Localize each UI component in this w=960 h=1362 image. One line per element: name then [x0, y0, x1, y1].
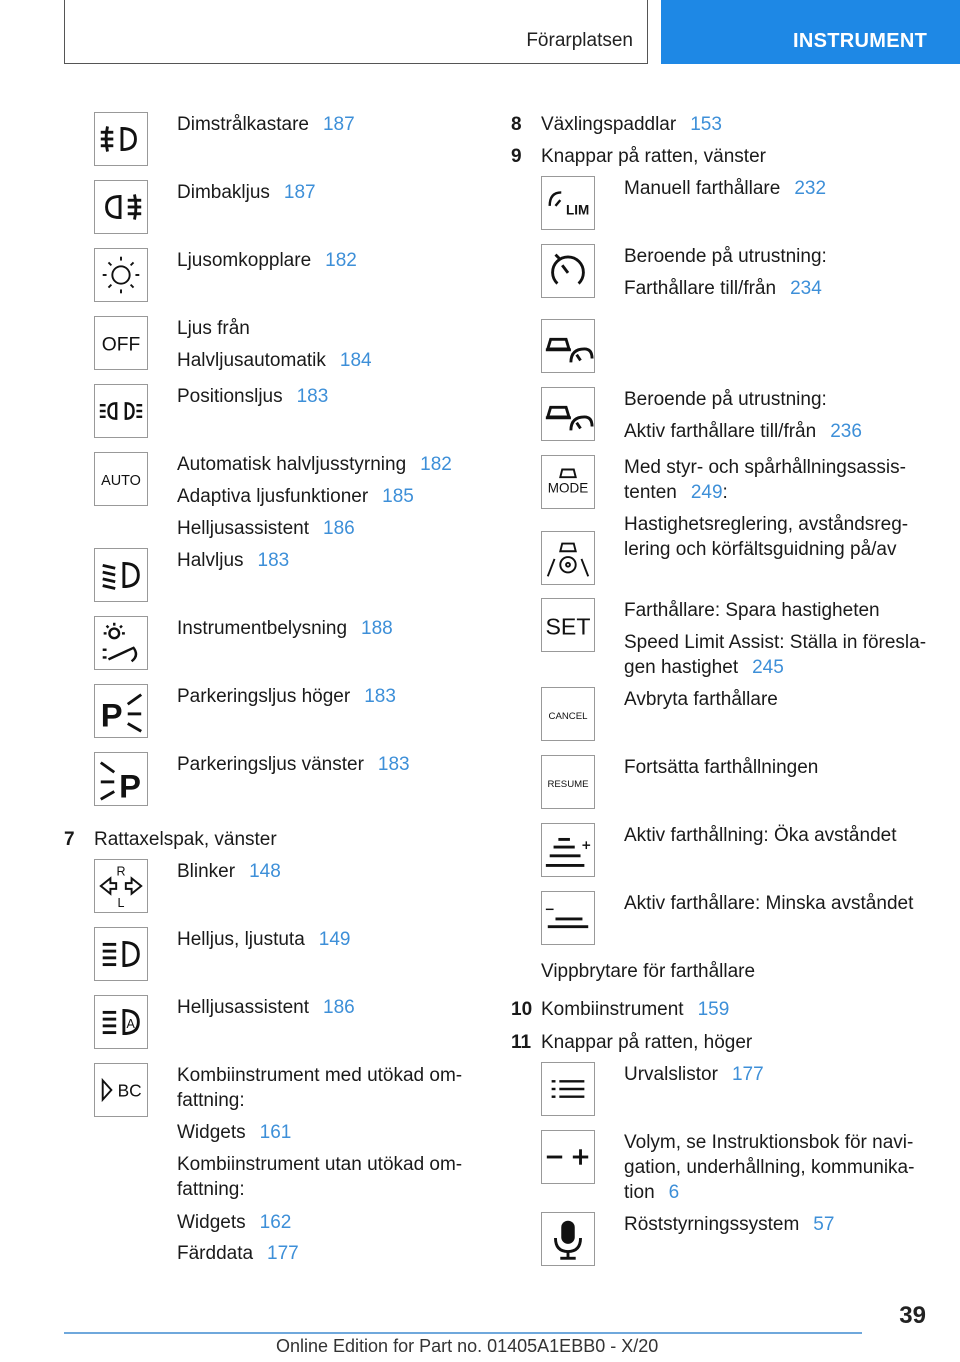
item-label: Helljusassistent: [177, 997, 309, 1018]
page-link[interactable]: 159: [697, 999, 730, 1020]
item-label: Aktiv farthållare: Minska avståndet: [624, 893, 914, 914]
page-link[interactable]: 183: [364, 686, 396, 707]
page-link[interactable]: 186: [323, 518, 355, 539]
auto-icon: [94, 452, 148, 506]
cruise-control-icon: [541, 244, 595, 298]
item-label: Ljus från: [177, 318, 250, 339]
cancel-icon: [541, 687, 595, 741]
item-label: Positionsljus: [177, 386, 283, 407]
section-title: Rattaxelspak, vänster: [94, 829, 277, 850]
header-section-box: [64, 0, 648, 64]
page-link[interactable]: 149: [318, 929, 351, 950]
icon-text: BC: [117, 1080, 142, 1101]
section-number: 7: [64, 829, 75, 850]
icon-text: R: [116, 864, 126, 879]
section-number: 8: [511, 114, 522, 135]
item-label: Halvljusautomatik: [177, 350, 326, 371]
off-icon: [94, 316, 148, 370]
section-title: Knappar på ratten, vänster: [541, 146, 766, 167]
item-label: Avbryta farthållare: [624, 689, 778, 710]
page-link[interactable]: 6: [668, 1182, 680, 1203]
icon-text: LIM: [566, 202, 590, 218]
item-label: gation, underhållning, kommunika-: [624, 1157, 915, 1178]
bc-icon: [94, 1063, 148, 1117]
page-link[interactable]: 182: [325, 250, 357, 271]
page-link[interactable]: 185: [382, 486, 414, 507]
icon-text: SET: [545, 613, 591, 640]
mode-icon: [541, 455, 595, 509]
distance-increase-icon: [541, 823, 595, 877]
item-label: Helljus, ljustuta: [177, 929, 305, 950]
item-label: Manuell farthållare: [624, 178, 781, 199]
item-label: Röststyrningssystem: [624, 1214, 800, 1235]
high-beam-icon: [94, 927, 148, 981]
item-label: Med styr- och spårhållningsassis-: [624, 457, 906, 478]
section-number: 10: [511, 999, 533, 1020]
page-link[interactable]: 161: [259, 1122, 292, 1143]
item-label: Parkeringsljus höger: [177, 686, 351, 707]
item-label: Dimbakljus: [177, 182, 270, 203]
section-number: 11: [511, 1032, 532, 1053]
item-label: Automatisk halvljusstyrning: [177, 454, 407, 475]
icon-text: RESUME: [547, 778, 589, 790]
page-link[interactable]: 183: [296, 386, 329, 407]
rocker-label: Vippbrytare för farthållare: [541, 961, 756, 982]
steering-assist-icon: [541, 531, 595, 585]
page-link[interactable]: 148: [249, 861, 281, 882]
page-link[interactable]: 186: [323, 997, 355, 1018]
page-link[interactable]: 232: [794, 178, 827, 199]
item-label: Ljusomkopplare: [177, 250, 312, 271]
header-chapter-tab[interactable]: [661, 0, 960, 64]
page-link[interactable]: 187: [322, 114, 355, 135]
parking-light-left-icon: [94, 752, 148, 806]
lim-icon: [541, 176, 595, 230]
page-link[interactable]: 245: [752, 657, 784, 678]
page-link[interactable]: 183: [377, 754, 410, 775]
item-label: Beroende på utrustning:: [624, 389, 827, 410]
light-switch-icon: [94, 248, 148, 302]
page-link[interactable]: 177: [267, 1243, 299, 1264]
item-label: Kombiinstrument med utökad om-: [177, 1065, 463, 1086]
item-label: tenten: [624, 482, 677, 503]
voice-control-icon: [541, 1212, 595, 1266]
item-label: Halvljus: [177, 550, 244, 571]
item-label: Parkeringsljus vänster: [177, 754, 364, 775]
page-link[interactable]: 184: [339, 350, 372, 371]
page-link[interactable]: 236: [830, 421, 862, 442]
item-label: Hastighetsreglering, avståndsreg-: [624, 514, 909, 535]
item-label: Adaptiva ljusfunktioner: [177, 486, 369, 507]
icon-text: L: [117, 896, 125, 911]
page-link[interactable]: 188: [361, 618, 393, 639]
section-title: Växlingspaddlar: [541, 114, 677, 135]
item-label: fattning:: [177, 1090, 245, 1111]
page-number: 39: [899, 1302, 926, 1329]
item-label: Fortsätta farthållningen: [624, 757, 819, 778]
page-link[interactable]: 249: [690, 482, 723, 503]
resume-icon: [541, 755, 595, 809]
item-label: lering och körfältsguidning på/av: [624, 539, 897, 560]
item-label: Helljusassistent: [177, 518, 309, 539]
page-link[interactable]: 153: [690, 114, 722, 135]
icon-text: P: [119, 767, 141, 805]
turn-signal-icon: [94, 859, 148, 913]
icon-text: P: [100, 696, 123, 734]
page-link[interactable]: 57: [813, 1214, 835, 1235]
footer-edition: Online Edition for Part no. 01405A1EBB0 - X/20: [276, 1336, 659, 1356]
item-label: Farthållare: Spara hastigheten: [624, 600, 880, 621]
item-label-suffix: :: [722, 482, 728, 503]
list-icon: [541, 1062, 595, 1116]
item-label: Speed Limit Assist: Ställa in föresla-: [624, 632, 927, 653]
item-label: Widgets: [177, 1122, 246, 1143]
page-link[interactable]: 177: [731, 1064, 764, 1085]
footer-divider: [64, 1332, 862, 1334]
page-link[interactable]: 183: [257, 550, 290, 571]
distance-decrease-icon: [541, 891, 595, 945]
item-label: Kombiinstrument utan utökad om-: [177, 1154, 463, 1175]
item-label: fattning:: [177, 1179, 245, 1200]
high-beam-assist-icon: [94, 995, 148, 1049]
section-number: 9: [511, 146, 522, 167]
page-link[interactable]: 187: [283, 182, 316, 203]
item-label: Volym, se Instruktionsbok för navi-: [624, 1132, 914, 1153]
icon-text: AUTO: [101, 472, 141, 489]
item-label: tion: [624, 1182, 655, 1203]
set-icon: [541, 598, 595, 652]
active-cruise-icon-b: [541, 387, 595, 441]
item-label: Dimstrålkastare: [177, 114, 309, 135]
item-label: Färddata: [177, 1243, 254, 1264]
item-label: Beroende på utrustning:: [624, 246, 827, 267]
icon-text: A: [126, 1016, 135, 1031]
header-section-title: Förarplatsen: [526, 30, 633, 51]
icon-text: CANCEL: [548, 710, 588, 722]
parking-lights-icon: [94, 384, 148, 438]
item-label: Instrumentbelysning: [177, 618, 348, 639]
fog-light-icon: [94, 112, 148, 166]
item-label: Aktiv farthållare till/från: [624, 421, 817, 442]
item-label: gen hastighet: [624, 657, 739, 678]
page-link[interactable]: 234: [790, 278, 822, 299]
item-label: Aktiv farthållning: Öka avståndet: [624, 825, 897, 846]
item-label: Farthållare till/från: [624, 278, 777, 299]
parking-light-right-icon: [94, 684, 148, 738]
item-label: Blinker: [177, 861, 236, 882]
page-link[interactable]: 162: [259, 1212, 292, 1233]
item-label: Widgets: [177, 1212, 246, 1233]
low-beam-icon: [94, 548, 148, 602]
icon-text: MODE: [547, 480, 589, 496]
rear-fog-light-icon: [94, 180, 148, 234]
header-chapter-title: INSTRUMENT: [793, 30, 928, 52]
section-title: Knappar på ratten, höger: [541, 1032, 753, 1053]
volume-icon: [541, 1130, 595, 1184]
page-link[interactable]: 182: [420, 454, 452, 475]
active-cruise-icon-a: [541, 319, 595, 373]
instrument-lighting-icon: [94, 616, 148, 670]
item-label: Urvalslistor: [624, 1064, 718, 1085]
section-title: Kombiinstrument: [541, 999, 684, 1020]
icon-text: OFF: [101, 334, 141, 356]
